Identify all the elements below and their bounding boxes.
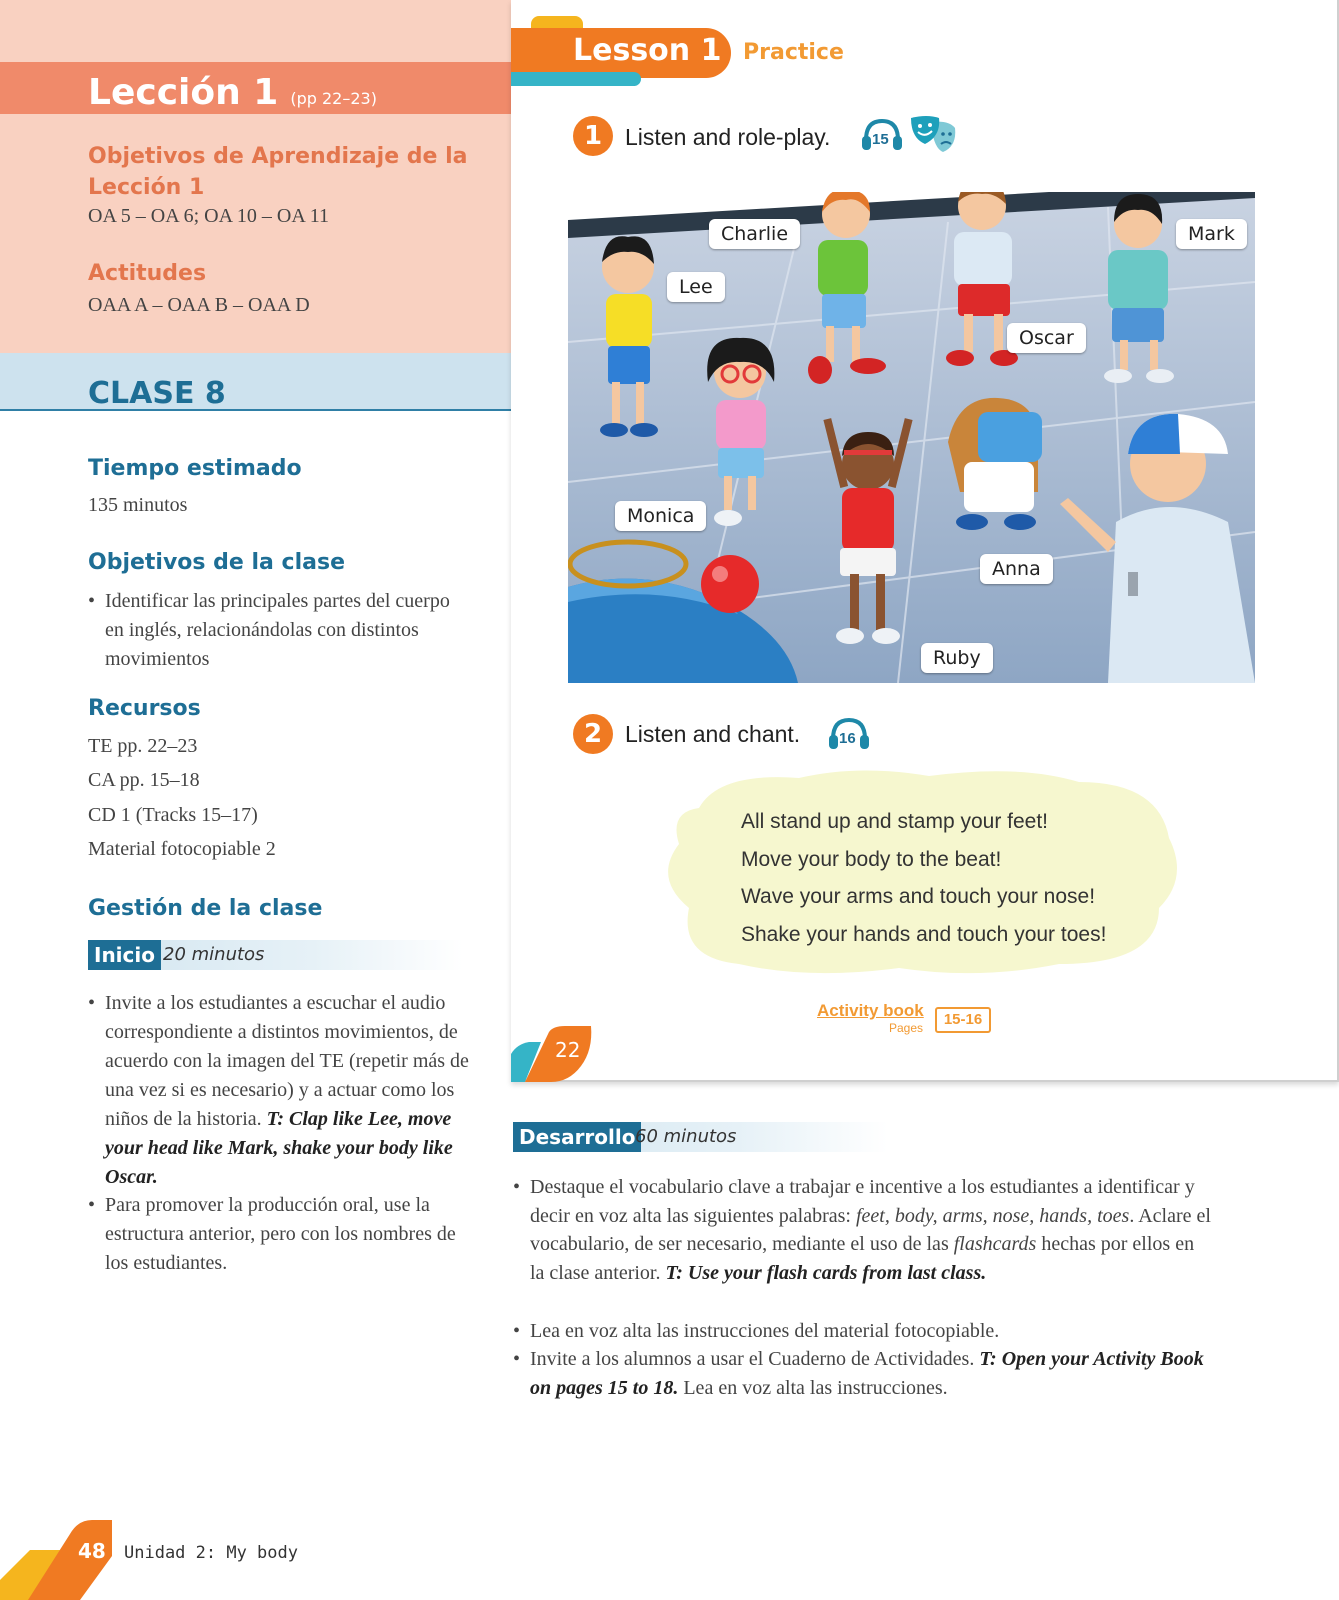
unit-label: Unidad 2: My body: [124, 1543, 298, 1563]
character-label-lee: Lee: [667, 272, 725, 302]
resources-heading: Recursos: [88, 696, 201, 721]
class-objectives-bullet: • Identificar las principales partes del cuerpo en inglés, relacionándolas con distintos movimientos: [88, 587, 468, 674]
page-number: 48: [78, 1539, 106, 1563]
step-2-number: 2: [573, 714, 613, 754]
class-objectives-heading: Objetivos de la clase: [88, 550, 345, 575]
lesson-title: [88, 72, 377, 113]
activity-book-pages: 15-16: [935, 1007, 991, 1033]
step-1-instruction: Listen and role-play.: [625, 124, 831, 150]
attitudes-heading: Actitudes: [88, 261, 207, 286]
time-heading: Tiempo estimado: [88, 456, 302, 481]
track-number: 15: [872, 131, 889, 148]
time-text: 135 minutos: [88, 494, 188, 516]
character-label-monica: Monica: [615, 501, 706, 531]
bullet-text: hechas por ellos en la clase anterior.: [530, 1233, 1195, 1284]
inicio-time: 20 minutos: [163, 944, 265, 965]
lesson-pages: (pp 22–23): [290, 89, 377, 108]
lesson-tab-label: Lesson 1: [573, 33, 722, 68]
inicio-label: Inicio: [88, 940, 161, 970]
teacher-quote: T: Open your Activity Book on pages 15 to 18.: [530, 1348, 1204, 1399]
objectives-text: OA 5 – OA 6; OA 10 – OA 11: [88, 205, 329, 227]
teacher-quote: T: Clap like Lee, move your head like Mark, shake your body like Oscar.: [105, 1108, 453, 1188]
theater-masks-icon: [909, 114, 965, 156]
class-band: [0, 353, 511, 411]
desarrollo-bullet: [513, 1345, 1213, 1402]
gym-scene-illustration: [568, 192, 1255, 683]
desarrollo-bullet: [513, 1173, 1213, 1287]
inicio-bar: [88, 940, 463, 970]
lesson-tab-stripe: [511, 72, 641, 86]
chant-text: [741, 803, 1106, 953]
practice-label: Practice: [743, 40, 844, 65]
desarrollo-bar: [513, 1122, 888, 1152]
chant-line: Shake your hands and touch your toes!: [741, 922, 1107, 946]
track-number: 16: [839, 730, 856, 747]
inicio-bullet: [88, 989, 483, 1192]
inicio-bullet-text: Invite a los estudiantes a escuchar el audio correspondiente a distintos movimientos, de acuerdo con la imagen del TE (repetir más de una vez si es necesario) y a actuar como los niños de la historia.: [105, 992, 469, 1130]
flashcards-term: flashcards: [953, 1233, 1037, 1255]
class-title: CLASE 8: [88, 376, 226, 411]
vocab-words: feet, body, arms, nose, hands, toes: [856, 1204, 1130, 1227]
chant-line: Move your body to the beat!: [741, 847, 1002, 871]
chant-line: Wave your arms and touch your nose!: [741, 885, 1096, 908]
character-label-ruby: Ruby: [921, 643, 993, 673]
attitudes-text: OAA A – OAA B – OAA D: [88, 294, 310, 316]
resource-item: Material fotocopiable 2: [88, 838, 276, 860]
book-page-corner-tab: [511, 1026, 593, 1082]
bullet-text: . Aclare el vocabulario, de ser necesario, mediante el uso de las: [530, 1204, 1211, 1255]
character-label-anna: Anna: [980, 554, 1053, 584]
objectives-heading: Objetivos de Aprendizaje de la Lección 1: [88, 144, 468, 200]
inicio-bullet: • Para promover la producción oral, use la estructura anterior, pero con los nombres de los estudiantes.: [88, 1191, 483, 1278]
management-heading: Gestión de la clase: [88, 896, 323, 921]
activity-book-link: Activity book: [817, 1001, 924, 1020]
bullet-text: Destaque el vocabulario clave a trabajar e incentive a los estudiantes a identificar y decir en voz alta las siguientes palabras:: [530, 1176, 1195, 1227]
step-2-instruction: Listen and chant.: [625, 721, 801, 747]
character-label-mark: Mark: [1176, 219, 1247, 249]
activity-book-pages-label: Pages: [889, 1021, 924, 1035]
desarrollo-label: Desarrollo: [513, 1122, 641, 1152]
character-label-charlie: Charlie: [709, 219, 800, 249]
book-page-number: 22: [555, 1038, 581, 1062]
chant-line: All stand up and stamp your feet!: [741, 810, 1049, 833]
resource-item: TE pp. 22–23: [88, 735, 198, 757]
teacher-quote: T: Use your flash cards from last class.: [665, 1261, 987, 1284]
bullet-text: Invite a los alumnos a usar el Cuaderno de Actividades.: [530, 1348, 980, 1370]
step-1-number: 1: [573, 116, 613, 156]
student-book-page: [511, 0, 1339, 1082]
resource-item: CA pp. 15–18: [88, 769, 200, 791]
lesson-title-text: Lección 1: [88, 72, 279, 113]
character-label-oscar: Oscar: [1007, 323, 1086, 353]
bullet-text: Lea en voz alta las instrucciones.: [678, 1376, 948, 1399]
desarrollo-bullet: • Lea en voz alta las instrucciones del material fotocopiable.: [513, 1317, 1213, 1346]
desarrollo-time: 60 minutos: [635, 1126, 737, 1147]
resource-item: CD 1 (Tracks 15–17): [88, 804, 258, 826]
